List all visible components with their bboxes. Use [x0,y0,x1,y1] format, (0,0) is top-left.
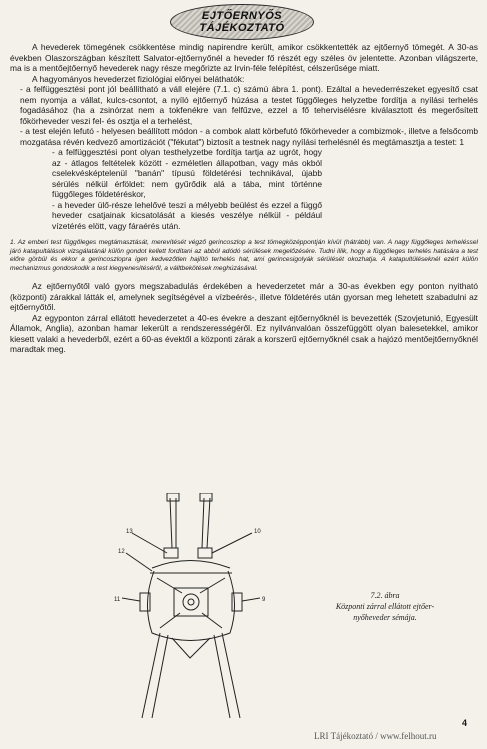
section-title-line1: EJTŐERNYŐS [201,10,283,22]
list-item: - a heveder ülő-része lehelővé teszi a mélyebb beülést és ezzel a függő heveder csatjainak kicsatolását a kiesés veszélye nélkül - például vízetérés elött, vagy fáraérés után. [52,199,322,231]
figure-caption [310,590,460,623]
figure-label: 12 [118,549,125,555]
page-number: 4 [462,718,468,728]
article-body [10,42,478,355]
caption-title: 7.2. ábra [370,591,400,600]
list-item: - a felfüggesztési pont olyan testhelyzetbe fordítja tartja az ugrót, hogy az - átlagos feltételek között - ezméletlen állapotban, vagy más okból cselekvésképtelenül "banán" típusú földetérési technikával, újabb sérülés nélkül érföldet: nem gyűrődik alá a tába, mint történne függőleges földetéréskor, [52,147,322,199]
footnote: 1. Az emberi test függőleges megtámasztását, merevítését végző gerincoszlop a test tömegközéppontján kívül (hátrább) van. A nagy függőleges terheléssel járó katapultálások vizsgálatánál külön gondot kellett fordítani az abból adódó sérülések megelőzésére. Tudni illik, hogy a függőleges terhelés hatására a test előre görbül és ekkor a gerincoszlopra igen kedvezőtlen hajlító terhelés hat, ami gerincesigolyák sérülését okozhatja. A katapultüléseknél ezért külön mechanizmus gondoskodik a test kiegyenesítéséről, a válltbekötések meghúzásával. [10,239,478,272]
list-item: - a test elején lefutó - helyesen beállított módon - a combok alatt körbefutó főkörheveder a combizmok-, illetve a felsőcomb mozgatása révén kedvező amortizációt ("fékutat") biztosít a testnek nagy nyílási terhelésnél és megtámasztja a testet: 1 [20,126,478,147]
figure-label: 9 [262,597,266,603]
list-column [10,147,322,231]
paragraph: A hevederek tömegének csökkentése mindig napirendre került, amikor csökkentették az ejtőernyő tömegét. A 30-as években Olaszországban készített Salvator-ejtőernyőnél a heveder fő részét egy széles öv jelentette. Azonban világszerte, ma is a mentőejtőernyő hevederek nagy része megőrizte az Irvin-féle felépítést, célszerűsége miatt. [10,42,478,73]
caption-text: nyőheveder sémája. [353,613,417,622]
paragraph: Az egyponton zárral ellátott hevederzetet a 40-es évekre a deszant ejtőernyőknél is bevezették (Szovjetunió, Egyesült Államok, Anglia), azonban hamar lekerült a rendszerességéről. Ez nyilvánvalóan összefüggött olyan balesetekkel, amikor kiesett valaki a hevederből, ezért a 60-as évektől a központi zárak a korszerű ejtőernyőknél csak a hajózó mentőejtőernyőknél maradtak meg. [10,312,478,355]
harness-schematic-svg [112,493,272,723]
paragraph: Az ejtőernyőtől való gyors megszabadulás érdekében a hevederzetet már a 30-as években egy ponton nyitható (központi) zárakkal látták el, amelynek segítségével a vízbeérés-, illetve földetérés után gyorsan meg lehetett szabadulni az ejtőernyőtől. [10,281,478,313]
caption-text: Központi zárral ellátott ejtőer- [335,602,435,611]
paragraph: A hagyományos hevederzet fiziológiai előnyei beláthatók: [32,73,245,84]
list-item: - a felfüggesztési pont jól beállítható a váll elejére (7.1. c) számú ábra 1. pont). Ezáltal a hevederrészeket egyesítő csat nem nyomja a vállat, kulcs-csontot, a nyíló ejtőernyő húzása a testet függőleges helyzetbe fordítja a nyílási terhelés fogadásához (ha a zsinórzat nem a tokfenékre van felfűzve, ezzel a fő tehervisélésre kiválasztott és megerősített főkörheveder veszi fel- és osztja el a terhelést, [20,84,478,126]
footer-credit: LRI Tájékoztató / www.felhout.ru [314,731,437,741]
section-title-badge [170,4,314,40]
section-title-line2: TÁJÉKOZTATÓ [199,22,285,34]
figure-label: 13 [126,529,133,535]
figure-label: 10 [254,529,261,535]
figure-label: 11 [114,597,121,603]
harness-diagram [112,493,272,723]
